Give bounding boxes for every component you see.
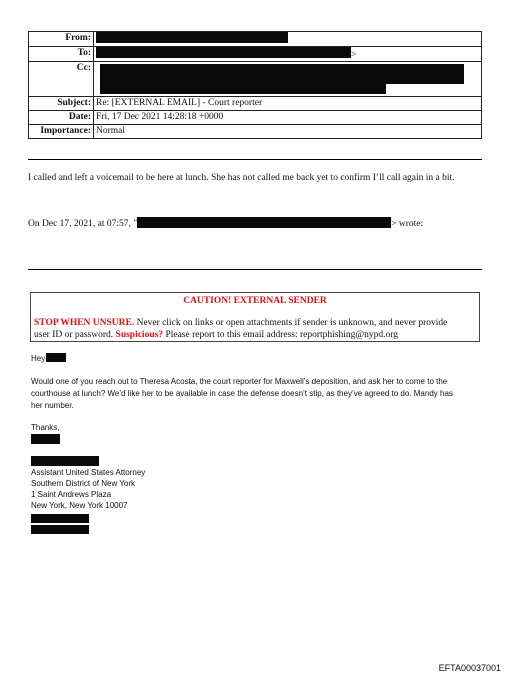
email-header-table	[28, 31, 482, 139]
redaction-block	[31, 434, 60, 444]
body-line-2: courthouse at lunch? We’d like her to be available in case the defense doesn’t stip, as they’ve agreed to do. Mandy has	[31, 389, 453, 398]
from-value	[94, 32, 482, 47]
caution-banner	[30, 292, 480, 342]
importance-label: Importance:	[29, 125, 94, 139]
to-row	[29, 47, 482, 62]
caution-line2-start: user ID or password.	[34, 330, 114, 340]
caution-stop: STOP WHEN UNSURE.	[34, 318, 135, 328]
redaction-block	[137, 217, 391, 228]
cc-label: Cc:	[29, 62, 94, 97]
cc-row	[29, 62, 482, 97]
importance-row	[29, 125, 482, 139]
signature-office: Southern District of New York	[31, 479, 136, 488]
to-suffix: >	[351, 50, 357, 60]
document-id: EFTA00037001	[438, 663, 501, 673]
signature-address-2: New York, New York 10007	[31, 501, 128, 510]
redaction-block	[100, 84, 386, 94]
quote-header	[28, 217, 423, 229]
quote-divider	[28, 269, 482, 270]
caution-title: CAUTION! EXTERNAL SENDER	[183, 296, 327, 306]
cc-value	[94, 62, 482, 97]
redaction-block	[100, 74, 464, 84]
body-line-1: Would one of you reach out to Theresa Acosta, the court reporter for Maxwell’s deposition, and ask her to come to the	[31, 377, 448, 386]
redaction-block	[31, 525, 89, 534]
caution-line-2	[34, 330, 398, 340]
subject-value: Re: [EXTERNAL EMAIL] - Court reporter	[94, 97, 482, 111]
to-value	[94, 47, 482, 62]
redaction-block	[46, 353, 66, 362]
subject-label: Subject:	[29, 97, 94, 111]
date-row	[29, 111, 482, 125]
redaction-block	[31, 456, 99, 466]
quote-header-prefix: On Dec 17, 2021, at 07:57, "	[28, 219, 138, 229]
caution-line1-rest: Never click on links or open attachments if sender is unknown, and never provide	[134, 318, 448, 328]
from-row	[29, 32, 482, 47]
redaction-block	[96, 32, 288, 43]
date-label: Date:	[29, 111, 94, 125]
thanks: Thanks,	[31, 423, 60, 432]
redaction-block	[96, 47, 351, 58]
body-line-3: her number.	[31, 401, 74, 410]
signature-title: Assistant United States Attorney	[31, 468, 146, 477]
caution-line2-rest: Please report to this email address: reportphishing@nypd.org	[163, 330, 399, 340]
redaction-block	[100, 64, 464, 74]
greeting-text: Hey	[31, 354, 46, 363]
date-value: Fri, 17 Dec 2021 14:28:18 +0000	[94, 111, 482, 125]
redaction-block	[31, 514, 89, 523]
header-divider	[28, 159, 482, 160]
greeting	[31, 353, 66, 363]
caution-line-1	[34, 318, 447, 328]
reply-text: I called and left a voicemail to be here at lunch. She has not called me back yet to confirm I’ll call again in a bit.	[28, 173, 455, 183]
quote-header-suffix: > wrote:	[391, 219, 424, 229]
caution-suspicious: Suspicious?	[115, 330, 164, 340]
signature-address-1: 1 Saint Andrews Plaza	[31, 490, 112, 499]
importance-value: Normal	[94, 125, 482, 139]
from-label: From:	[29, 32, 94, 47]
to-label: To:	[29, 47, 94, 62]
subject-row	[29, 97, 482, 111]
